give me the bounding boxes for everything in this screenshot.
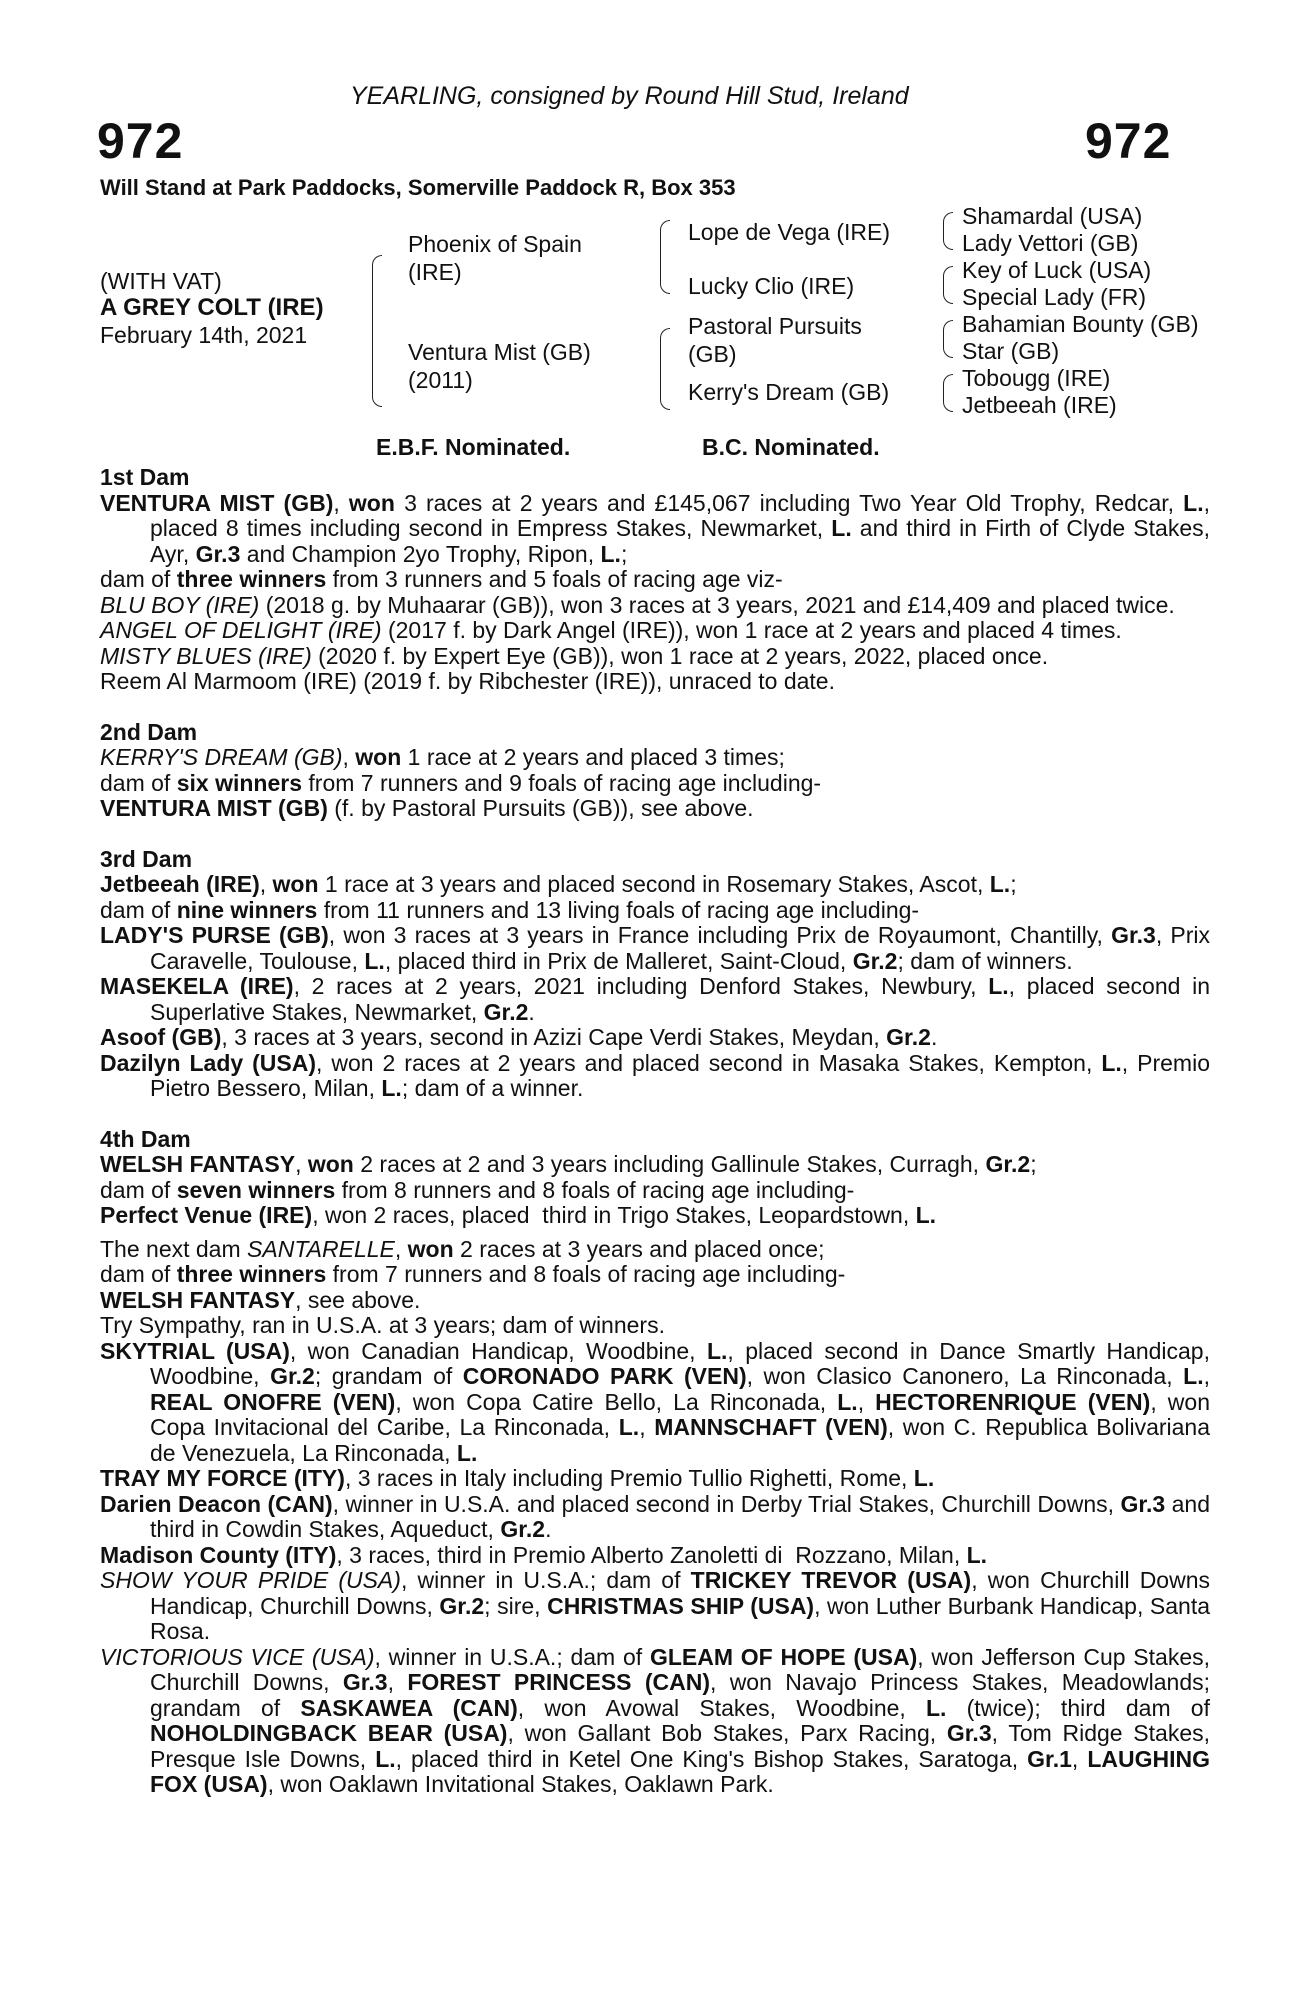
fourth-dam-record: WELSH FANTASY, won 2 races at 2 and 3 years including Gallinule Stakes, Curragh, Gr.2; [100, 1151, 1037, 1177]
third-dam-record: Jetbeeah (IRE), won 1 race at 3 years and placed second in Rosemary Stakes, Ascot, L.; [100, 871, 1017, 897]
dam-sire: Pastoral Pursuits (GB) [688, 313, 862, 367]
second-dam-heading: 2nd Dam [100, 718, 198, 745]
next-dam-record: The next dam SANTARELLE, won 2 races at 3 years and placed once; [100, 1235, 825, 1262]
ebf-nomination: E.B.F. Nominated. [376, 434, 571, 460]
first-dam-produce-summary: dam of three winners from 3 runners and 5 foals of racing age viz- [100, 566, 783, 592]
produce-dazilyn-lady: Dazilyn Lady (USA), won 2 races at 2 years and placed second in Masaka Stakes, Kempton, L., Premio Pietro Bessero, Milan, L.; dam of a winner. [100, 1049, 1210, 1101]
first-dam-heading: 1st Dam [100, 464, 190, 490]
brace-horse [372, 255, 382, 407]
brace-sire [660, 220, 670, 294]
great-grandsire-4: Tobougg (IRE) [962, 365, 1111, 391]
fourth-dam-produce-summary: dam of seven winners from 8 runners and 8 foals of racing age including- [100, 1176, 855, 1203]
produce-misty-blues: MISTY BLUES (IRE) (2020 f. by Expert Eye (GB)), won 1 race at 2 years, 2022, placed once. [100, 642, 1049, 669]
produce-victorious-vice: VICTORIOUS VICE (USA), winner in U.S.A.; dam of GLEAM OF HOPE (USA), won Jefferson Cup Stakes, Churchill Downs, Gr.3, FOREST PRINCESS (CAN), won Navajo Princess Stakes, Meadowlands; grandam of SASKAWEA (CAN), won Avowal Stakes, Woodbine, L. (twice); third dam of NOHOLDINGBACK BEAR (USA), won Gallant Bob Stakes, Parx Racing, Gr.3, Tom Ridge Stakes, Presque Isle Downs, L., placed third in Ketel One King's Bishop Stakes, Saratoga, Gr.1, LAUGHING FOX (USA), won Oaklawn Invitational Stakes, Oaklawn Park. [100, 1643, 1210, 1797]
great-granddam-1: Lady Vettori (GB) [962, 230, 1139, 256]
brace-dam [660, 328, 670, 410]
great-granddam-4: Jetbeeah (IRE) [962, 392, 1117, 418]
produce-blu-boy: BLU BOY (IRE) (2018 g. by Muhaarar (GB)), won 3 races at 3 years, 2021 and £14,409 and placed twice. [100, 591, 1175, 618]
bc-nomination: B.C. Nominated. [702, 434, 880, 460]
third-dam-heading: 3rd Dam [100, 845, 193, 872]
produce-skytrial: SKYTRIAL (USA), won Canadian Handicap, Woodbine, L., placed second in Dance Smartly Handicap, Woodbine, Gr.2; grandam of CORONADO PARK (VEN), won Clasico Canonero, La Rinconada, L., REAL ONOFRE (VEN), won Copa Catire Bello, La Rinconada, L., HECTORENRIQUE (VEN), won Copa Invitacional del Caribe, La Rinconada, L., MANNSCHAFT (VEN), won C. Republica Bolivariana de Venezuela, La Rinconada, L. [100, 1337, 1211, 1466]
produce-darien-deacon: Darien Deacon (CAN), winner in U.S.A. and placed second in Derby Trial Stakes, Churchill Downs, Gr.3 and third in Cowdin Stakes, Aqueduct, Gr.2. [100, 1490, 1210, 1542]
produce-ladys-purse: LADY'S PURSE (GB), won 3 races at 3 years in France including Prix de Royaumont, Chantilly, Gr.3, Prix Caravelle, Toulouse, L., placed third in Prix de Malleret, Saint-Cloud, Gr.2; dam of winners. [100, 922, 1210, 974]
brace-gg2 [943, 266, 953, 304]
horse-name: A GREY COLT (IRE) [100, 294, 324, 321]
great-grandsire-2: Key of Luck (USA) [962, 257, 1152, 283]
third-dam-produce-summary: dam of nine winners from 11 runners and 13 living foals of racing age including- [100, 896, 920, 923]
sire: Phoenix of Spain (IRE) [408, 231, 582, 285]
great-grandsire-3: Bahamian Bounty (GB) [962, 311, 1199, 337]
sire-sire: Lope de Vega (IRE) [688, 219, 891, 245]
great-grandsire-1: Shamardal (USA) [962, 203, 1143, 229]
produce-asoof: Asoof (GB), 3 races at 3 years, second in Azizi Cape Verdi Stakes, Meydan, Gr.2. [100, 1024, 938, 1050]
lot-number-left: 972 [97, 113, 184, 169]
great-granddam-2: Special Lady (FR) [962, 284, 1147, 310]
consignment-line: YEARLING, consigned by Round Hill Stud, Ireland [350, 82, 909, 110]
next-dam-produce-summary: dam of three winners from 7 runners and 8 foals of racing age including- [100, 1261, 846, 1287]
brace-gg1 [943, 212, 953, 250]
produce-masekela: MASEKELA (IRE), 2 races at 2 years, 2021 including Denford Stakes, Newbury, L., placed second in Superlative Stakes, Newmarket, Gr.2. [100, 973, 1211, 1025]
produce-angel-of-delight: ANGEL OF DELIGHT (IRE) (2017 f. by Dark Angel (IRE)), won 1 race at 2 years and placed 4 times. [100, 617, 1122, 643]
produce-welsh-fantasy: WELSH FANTASY, see above. [100, 1286, 421, 1313]
produce-perfect-venue: Perfect Venue (IRE), won 2 races, placed third in Trigo Stakes, Leopardstown, L. [100, 1202, 937, 1228]
produce-madison-county: Madison County (ITY), 3 races, third in Premio Alberto Zanoletti di Rozzano, Milan, L. [100, 1541, 988, 1568]
sire-dam: Lucky Clio (IRE) [688, 273, 855, 299]
produce-ventura-mist: VENTURA MIST (GB) (f. by Pastoral Pursuits (GB)), see above. [100, 795, 754, 821]
lot-number-right: 972 [1085, 113, 1172, 169]
produce-try-sympathy: Try Sympathy, ran in U.S.A. at 3 years; dam of winners. [100, 1312, 665, 1338]
produce-tray-my-force: TRAY MY FORCE (ITY), 3 races in Italy including Premio Tullio Righetti, Rome, L. [100, 1465, 935, 1491]
foaling-date: February 14th, 2021 [100, 322, 308, 348]
dam: Ventura Mist (GB) (2011) [408, 339, 591, 393]
brace-gg3 [943, 320, 953, 358]
fourth-dam-heading: 4th Dam [100, 1125, 191, 1152]
second-dam-record: KERRY'S DREAM (GB), won 1 race at 2 years and placed 3 times; [100, 744, 785, 770]
brace-gg4 [943, 374, 953, 412]
great-granddam-3: Star (GB) [962, 338, 1060, 364]
produce-reem-al-marmoom: Reem Al Marmoom (IRE) (2019 f. by Ribchester (IRE)), unraced to date. [100, 668, 835, 694]
catalogue-body [100, 465, 1210, 1798]
dam-dam: Kerry's Dream (GB) [688, 379, 890, 405]
first-dam-record: VENTURA MIST (GB), won 3 races at 2 years and £145,067 including Two Year Old Trophy, Redcar, L., placed 8 times including second in Empress Stakes, Newmarket, L. and third in Firth of Clyde Stakes, Ayr, Gr.3 and Champion 2yo Trophy, Ripon, L.; [100, 489, 1211, 567]
produce-show-your-pride: SHOW YOUR PRIDE (USA), winner in U.S.A.; dam of TRICKEY TREVOR (USA), won Churchill Downs Handicap, Churchill Downs, Gr.2; sire, CHRISTMAS SHIP (USA), won Luther Burbank Handicap, Santa Rosa. [100, 1567, 1211, 1644]
stand-location: Will Stand at Park Paddocks, Somerville Paddock R, Box 353 [100, 175, 736, 200]
second-dam-produce-summary: dam of six winners from 7 runners and 9 foals of racing age including- [100, 769, 822, 796]
vat-note: (WITH VAT) [100, 268, 222, 294]
